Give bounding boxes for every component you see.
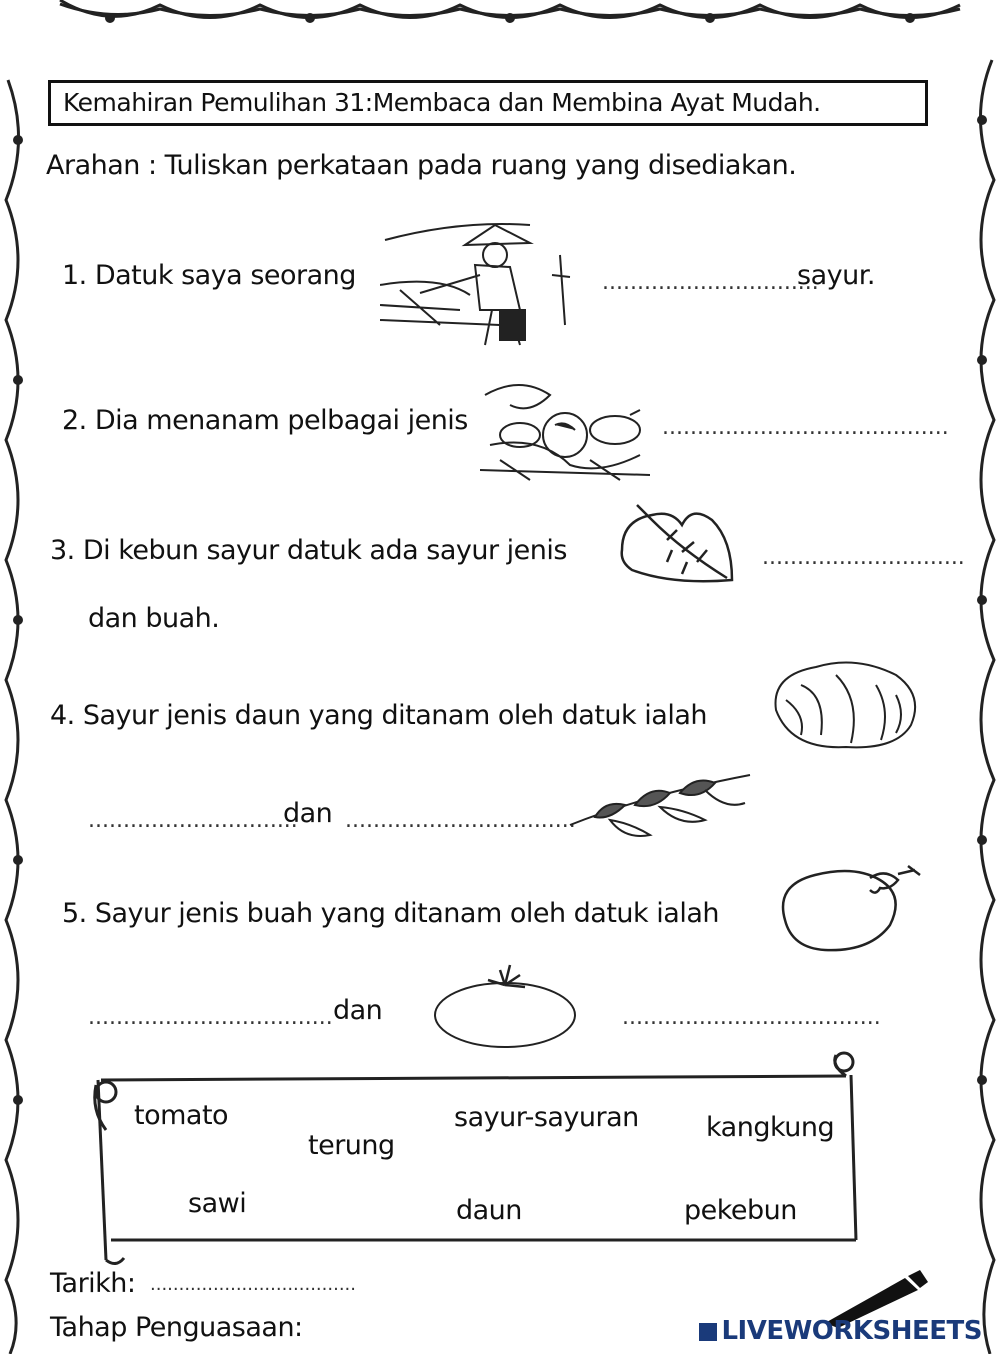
word-bank-scroll xyxy=(86,1050,866,1280)
question-2-blank[interactable]: ......................................... xyxy=(662,415,949,440)
word-sayur-sayuran[interactable]: sayur-sayuran xyxy=(454,1102,639,1133)
cabbage-icon xyxy=(766,655,926,755)
question-1-blank[interactable]: ............................... xyxy=(602,270,819,295)
instruction-text: Arahan : Tuliskan perkataan pada ruang yang disediakan. xyxy=(46,150,797,181)
question-4-text: 4. Sayur jenis daun yang ditanam oleh datuk ialah xyxy=(50,700,707,731)
question-3-text: 3. Di kebun sayur datuk ada sayur jenis xyxy=(50,535,567,566)
question-4-blank-1[interactable]: .............................. xyxy=(88,808,298,833)
brand-logo xyxy=(699,1316,982,1346)
question-5-text: 5. Sayur jenis buah yang ditanam oleh datuk ialah xyxy=(62,898,719,929)
tomato-icon xyxy=(430,955,580,1050)
worksheet-title: Kemahiran Pemulihan 31:Membaca dan Membina Ayat Mudah. xyxy=(63,88,821,117)
question-5-blank-1[interactable]: ................................... xyxy=(88,1005,333,1030)
farmer-icon xyxy=(380,215,580,350)
question-4-blank-2[interactable]: ................................. xyxy=(345,808,576,833)
question-3-blank[interactable]: ............................. xyxy=(762,545,965,570)
mastery-label: Tahap Penguasaan: xyxy=(50,1312,303,1343)
brand-name: LIVEWORKSHEETS xyxy=(721,1316,982,1346)
word-pekebun[interactable]: pekebun xyxy=(684,1195,797,1226)
scroll-frame xyxy=(86,1050,866,1280)
question-5-mid: dan xyxy=(333,995,383,1026)
word-sawi[interactable]: sawi xyxy=(188,1188,247,1219)
water-spinach-icon xyxy=(565,765,755,850)
question-4-mid: dan xyxy=(283,798,333,829)
question-2-text: 2. Dia menanam pelbagai jenis xyxy=(62,405,468,436)
question-1-after: sayur. xyxy=(797,260,875,291)
word-tomato[interactable]: tomato xyxy=(134,1100,229,1131)
leaf-icon xyxy=(612,500,742,590)
word-terung[interactable]: terung xyxy=(308,1130,395,1161)
date-blank[interactable]: .................................... xyxy=(150,1274,356,1295)
eggplant-icon xyxy=(770,860,930,955)
title-box xyxy=(48,80,928,126)
question-3-line2: dan buah. xyxy=(88,603,220,634)
word-kangkung[interactable]: kangkung xyxy=(706,1112,835,1143)
question-1-text: 1. Datuk saya seorang xyxy=(62,260,356,291)
brand-logo-icon xyxy=(699,1323,717,1341)
date-label: Tarikh: xyxy=(50,1268,136,1299)
question-5-blank-2[interactable]: ..................................... xyxy=(622,1005,881,1030)
vegetables-icon xyxy=(480,375,650,485)
word-daun[interactable]: daun xyxy=(456,1195,522,1226)
